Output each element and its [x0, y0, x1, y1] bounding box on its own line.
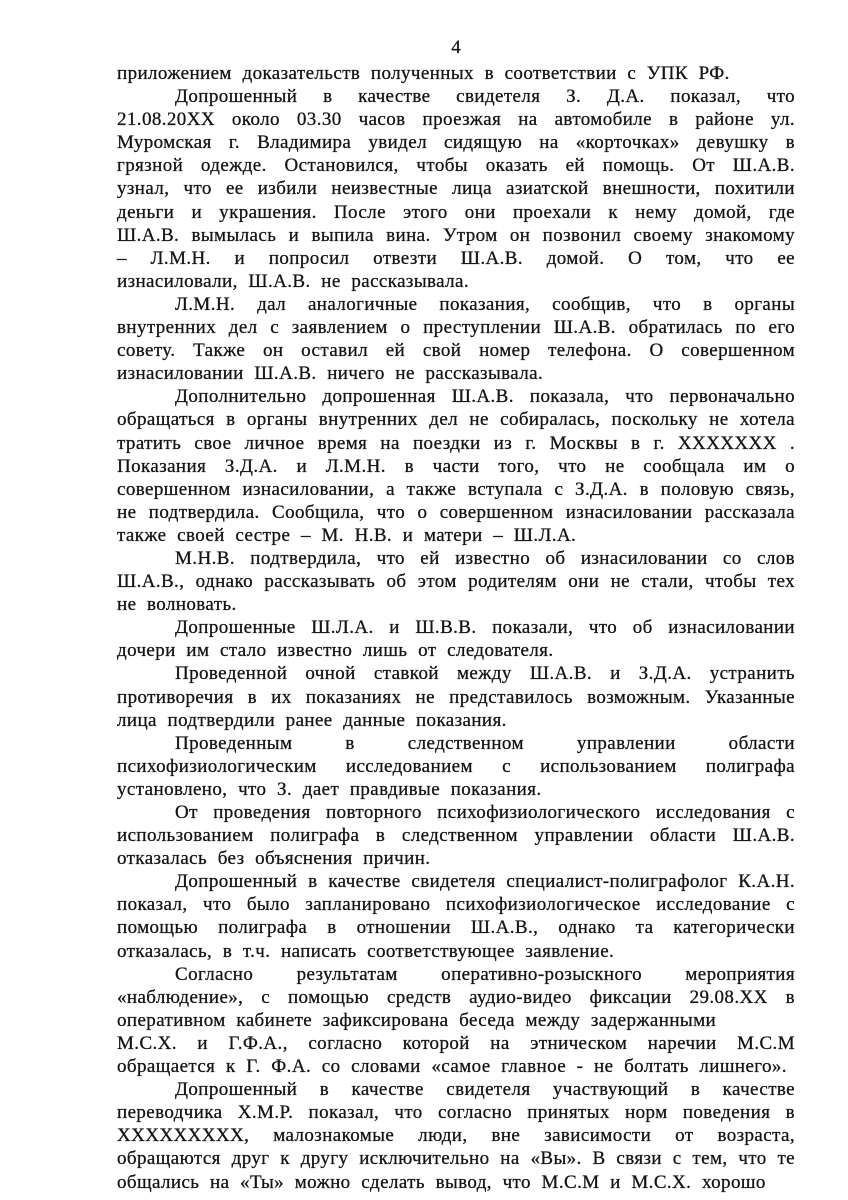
paragraph: приложением доказательств полученных в соответствии с УПК РФ.	[117, 63, 730, 84]
paragraph: М.С.Х. и Г.Ф.А., согласно которой на этническом наречии М.С.М обращается к Г. Ф.А. со словами «самое главное - не болтать лишнего».	[117, 1032, 795, 1078]
text-column	[117, 36, 795, 1194]
paragraph: Допрошенный в качестве свидетеля З. Д.А. показал, что 21.08.20XX около 03.30 часов проезжая на автомобиле в районе ул. Муромская г. Владимира увидел сидящую на «корточках» девушку в грязной одежде. Остановился, чтобы оказать ей помощь. От Ш.А.В. узнал, что ее избили неизвестные лица азиатской внешности, похитили деньги и украшения. После этого они проехали к нему домой, где Ш.А.В. вымылась и выпила вина. Утром он позвонил своему знакомому – Л.М.Н. и попросил отвезти Ш.А.В. домой. О том, что ее изнасиловали, Ш.А.В. не рассказывала.	[117, 86, 795, 292]
paragraph: Проведенным в следственном управлении области психофизиологическим исследованием с использованием полиграфа установлено, что З. дает правдивые показания.	[117, 732, 795, 800]
paragraph: Допрошенный в качестве свидетеля специалист-полиграфолог К.А.Н. показал, что было запланировано психофизиологическое исследование с помощью полиграфа в отношении Ш.А.В., однако та категорически отказалась, в т.ч. написать соответствующее заявление.	[117, 871, 795, 962]
paragraph: Согласно результатам оперативно-розыскного мероприятия «наблюдение», с помощью средств аудио-видео фиксации 29.08.XX в оперативном кабинете зафиксирована беседа между задержанными	[117, 963, 795, 1031]
paragraph: Допрошенные Ш.Л.А. и Ш.В.В. показали, что об изнасиловании дочери им стало известно лишь от следователя.	[117, 617, 795, 662]
paragraph: Допрошенный в качестве свидетеля участвующий в качестве переводчика Х.М.Р. показал, что согласно принятых норм поведения в XXXXXXXXX, малознакомые люди, вне зависимости от возраста, обращаются друг к другу исключительно на «Вы». В связи с тем, что те общались на «Ты» можно сделать вывод, что М.С.М и М.С.Х. хорошо	[117, 1079, 795, 1193]
paragraph: Л.М.Н. дал аналогичные показания, сообщив, что в органы внутренних дел с заявлением о преступлении Ш.А.В. обратилась по его совету. Также он оставил ей свой номер телефона. О совершенном изнасиловании Ш.А.В. ничего не рассказывала.	[117, 293, 795, 385]
paragraph: От проведения повторного психофизиологического исследования с использованием полиграфа в следственном управлении области Ш.А.В. отказалась без объяснения причин.	[117, 802, 795, 870]
paragraph: Дополнительно допрошенная Ш.А.В. показала, что первоначально обращаться в органы внутренних дел не собиралась, поскольку не хотела тратить свое личное время на поездки из г. Москвы в г. XXXXXXX . Показания З.Д.А. и Л.М.Н. в части того, что не сообщала им о совершенном изнасиловании, а также вступала с З.Д.А. в половую связь, не подтвердила. Сообщила, что о совершенном изнасиловании рассказала также своей сестре – М. Н.В. и матери – Ш.Л.А.	[117, 386, 795, 546]
page-number: 4	[451, 37, 461, 58]
paragraph: Проведенной очной ставкой между Ш.А.В. и З.Д.А. устранить противоречия в их показаниях не представилось возможным. Указанные лица подтвердили ранее данные показания.	[117, 663, 795, 731]
paragraph: М.Н.В. подтвердила, что ей известно об изнасиловании со слов Ш.А.В., однако рассказывать об этом родителям они не стали, чтобы тех не волновать.	[117, 547, 795, 616]
